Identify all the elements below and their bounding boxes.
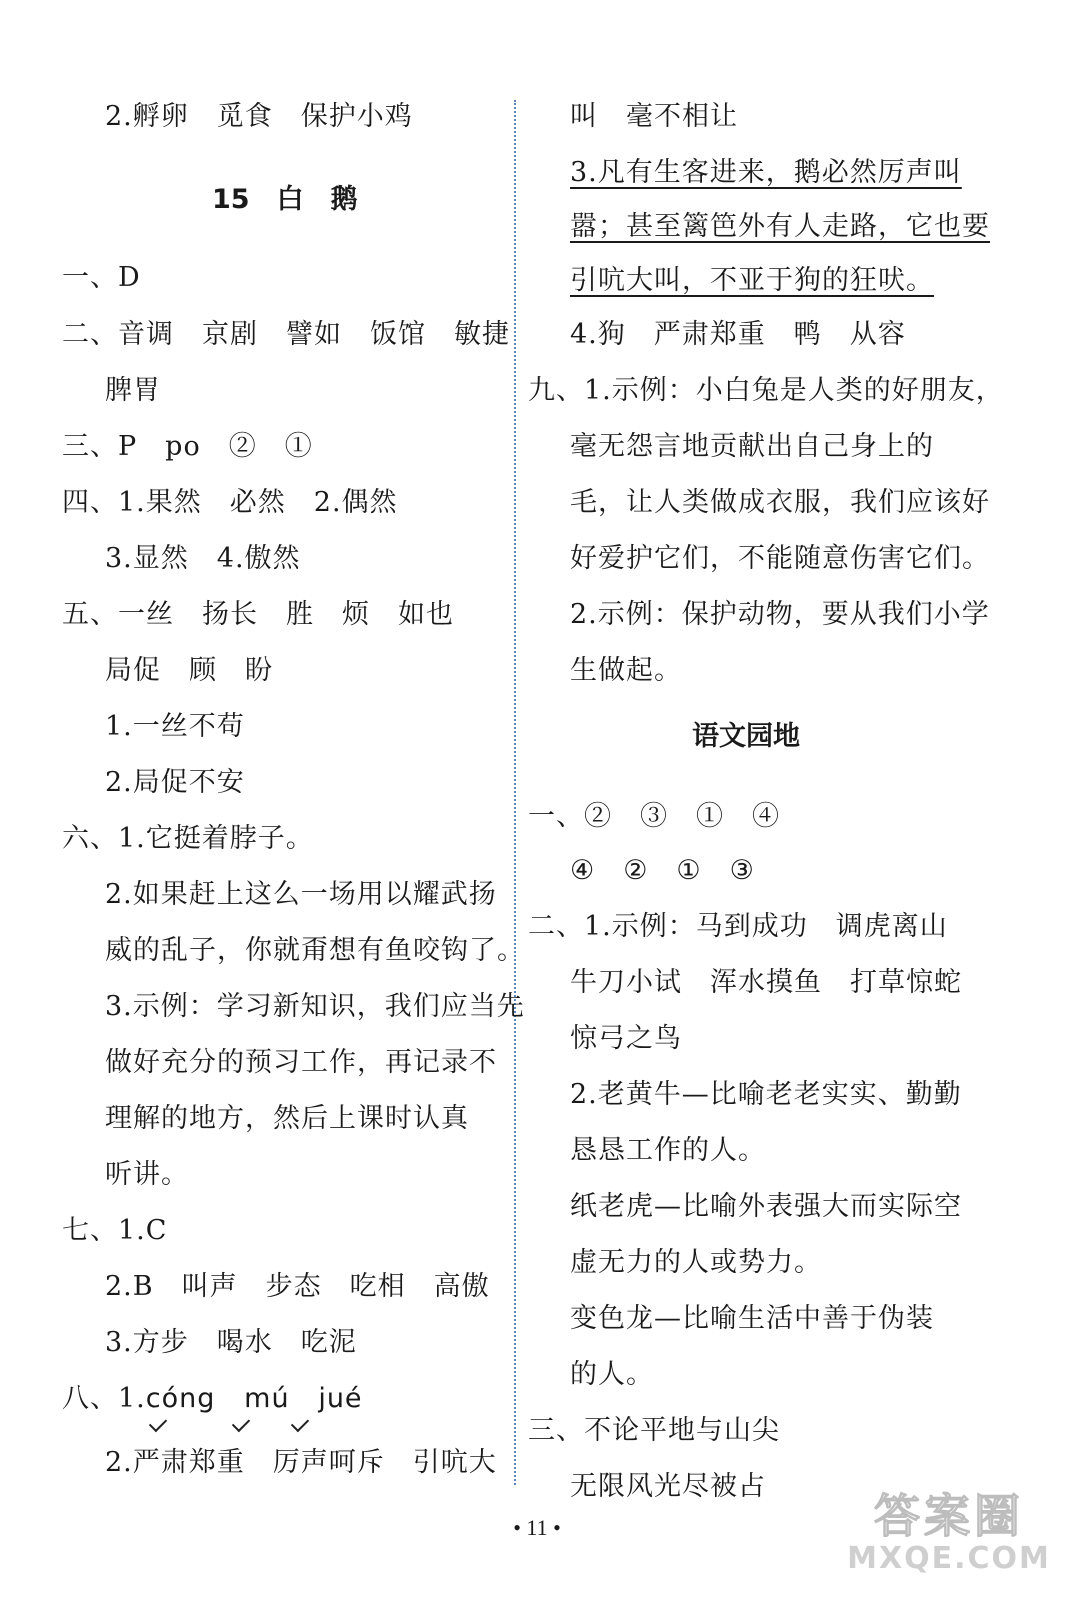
watermark-logo [834, 1490, 1064, 1580]
underlined-line: 引吭大叫，不亚于狗的狂吠。 [570, 265, 934, 296]
answer-line: 无限风光尽被占 [570, 1471, 766, 1502]
answer-line: 毛，让人类做成衣服，我们应该好 [570, 487, 990, 518]
answer-line: 四、1.果然 必然 2.偶然 [62, 487, 398, 518]
answer-line: 脾胃 [105, 375, 161, 406]
answer-line: 二、1.示例：马到成功 调虎离山 [528, 911, 948, 942]
answer-line: 2.如果赶上这么一场用以耀武扬 [105, 879, 497, 910]
answer-line: 威的乱子，你就甭想有鱼咬钩了。 [105, 935, 525, 966]
answer-line: 一、D [62, 262, 141, 293]
answer-line: 纸老虎—比喻外表强大而实际空 [570, 1191, 962, 1222]
answer-line: 2.局促不安 [105, 767, 245, 798]
watermark-site: MXQE.COM [847, 1541, 1051, 1576]
pinyin-word: jué [318, 1383, 363, 1414]
answer-line: 1.一丝不苟 [105, 711, 245, 742]
answer-line: 恳恳工作的人。 [570, 1135, 766, 1166]
left-top-line: 2.孵卵 觅食 保护小鸡 [105, 101, 413, 132]
answer-line: 一、② ③ ① ④ [528, 801, 780, 832]
answer-line: 三、P po ② ① [62, 431, 313, 462]
answer-line: 2.B 叫声 步态 吃相 高傲 [105, 1271, 490, 1302]
pinyin-word: mú [244, 1383, 290, 1414]
section-title-15: 15 白 鹅 [212, 184, 358, 215]
section-title-yuwen: 语文园地 [692, 721, 800, 752]
column-divider [514, 100, 516, 1485]
underlined-line: 3.凡有生客进来，鹅必然厉声叫 [570, 157, 962, 188]
pinyin-word: cóng [145, 1383, 216, 1414]
answer-line: 做好充分的预习工作，再记录不 [105, 1047, 497, 1078]
answer-line: 好爱护它们，不能随意伤害它们。 [570, 543, 990, 574]
answer-line: 2.示例：保护动物，要从我们小学 [570, 599, 990, 630]
answer-line: 听讲。 [105, 1159, 189, 1190]
answer-line: 叫 毫不相让 [570, 101, 738, 132]
answer-line: 3.显然 4.傲然 [105, 543, 301, 574]
answer-line: 2.严肃郑重 厉声呵斥 引吭大 [105, 1447, 497, 1478]
page-number: • 11 • [513, 1515, 561, 1540]
answer-line: 五、一丝 扬长 胜 烦 如也 [62, 599, 454, 630]
answer-line: 九、1.示例：小白兔是人类的好朋友， [528, 375, 1004, 406]
answer-line: 牛刀小试 浑水摸鱼 打草惊蛇 [570, 967, 962, 998]
answer-line: 惊弓之鸟 [570, 1023, 682, 1054]
answer-line: ④ ② ① ③ [570, 855, 755, 886]
answer-line: 三、不论平地与山尖 [528, 1415, 780, 1446]
answer-line: 3.方步 喝水 吃泥 [105, 1327, 357, 1358]
answer-line: 局促 顾 盼 [105, 655, 273, 686]
answer-line: 二、音调 京剧 譬如 饭馆 敏捷 [62, 319, 510, 350]
answer-line: 3.示例：学习新知识，我们应当先 [105, 991, 525, 1022]
answer-line: 六、1.它挺着脖子。 [62, 823, 314, 854]
underlined-line: 嚣；甚至篱笆外有人走路，它也要 [570, 211, 990, 242]
answer-line: 理解的地方，然后上课时认真 [105, 1103, 469, 1134]
answer-line: 毫无怨言地贡献出自己身上的 [570, 431, 934, 462]
answer-line: 虚无力的人或势力。 [570, 1247, 822, 1278]
watermark-mark: 答案圈 [874, 1489, 1024, 1543]
answer-line: 4.狗 严肃郑重 鸭 从容 [570, 319, 906, 350]
answer-line: 变色龙—比喻生活中善于伪装 [570, 1303, 934, 1334]
pinyin-line [62, 1379, 363, 1419]
answer-line: 七、1.C [62, 1215, 168, 1246]
answer-line: 的人。 [570, 1359, 654, 1390]
pinyin-prefix: 八、1. [62, 1383, 146, 1414]
answer-line: 生做起。 [570, 655, 682, 686]
answer-line: 2.老黄牛—比喻老老实实、勤勤 [570, 1079, 962, 1110]
